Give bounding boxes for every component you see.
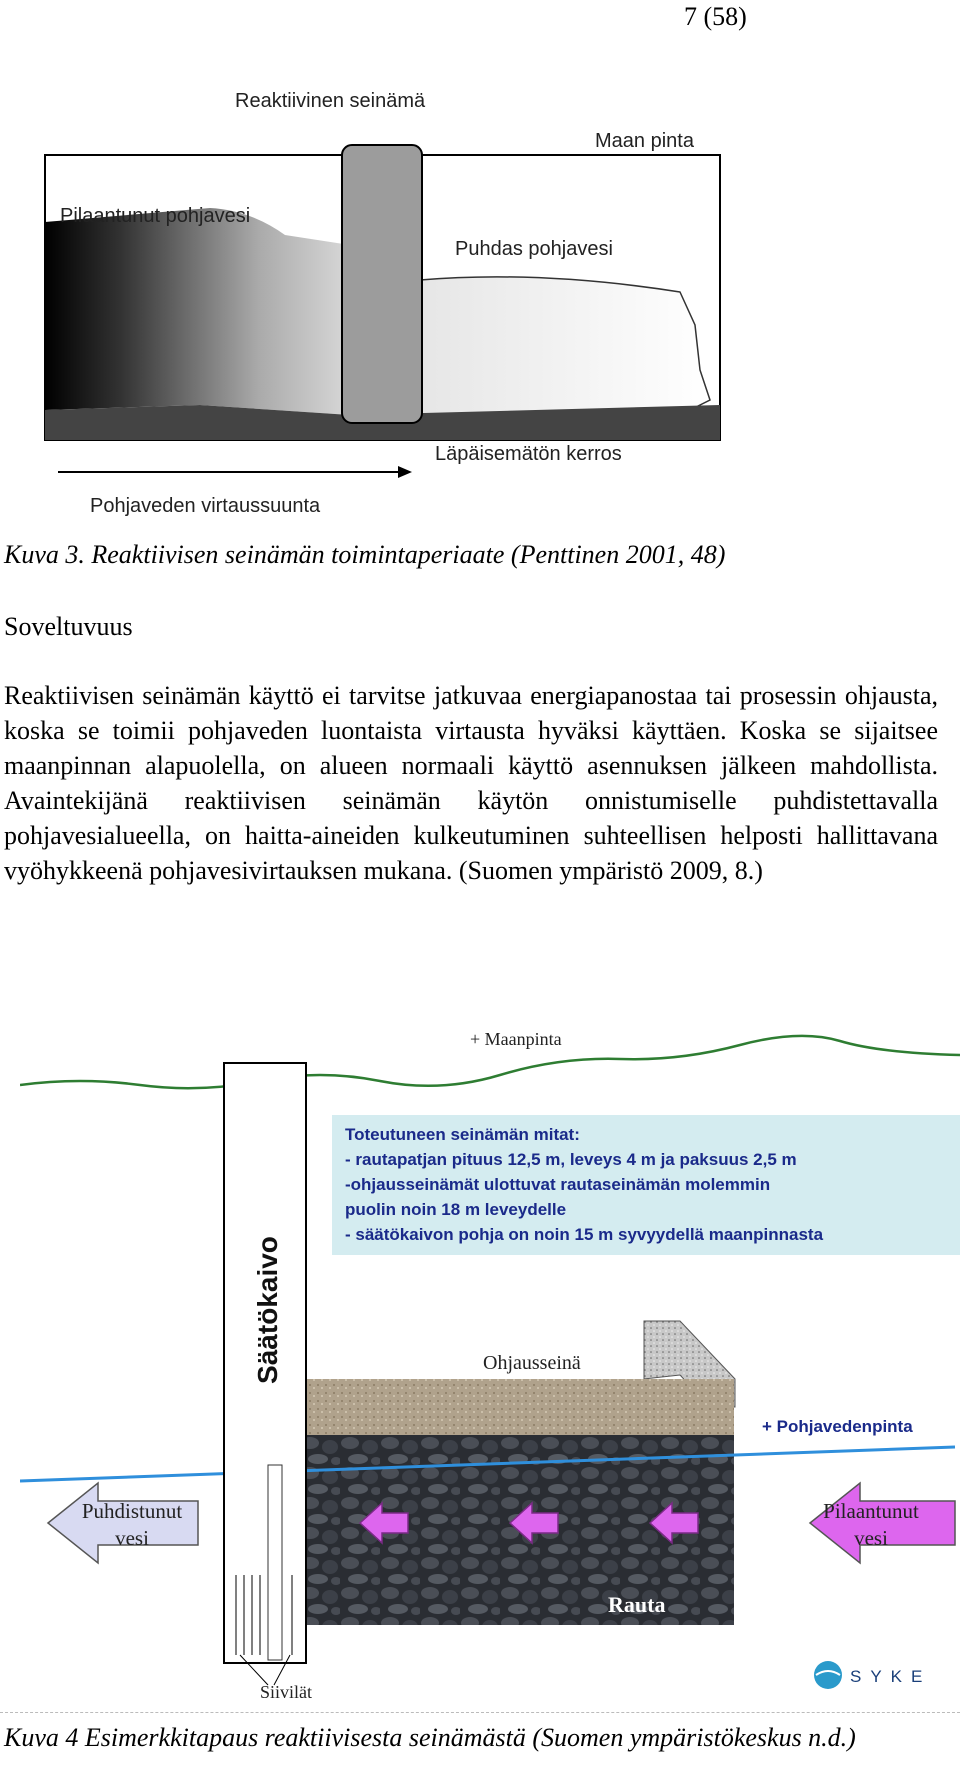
syke-logo-circle <box>814 1661 842 1689</box>
label-screens: Siivilät <box>260 1682 313 1702</box>
figure-reactive-wall-example <box>20 1015 960 1705</box>
well-ladder <box>268 1465 282 1660</box>
info-line-3: puolin noin 18 m leveydelle <box>345 1200 567 1219</box>
label-flow-direction: Pohjaveden virtaussuunta <box>90 495 321 517</box>
label-groundwater-level: + Pohjavedenpinta <box>762 1417 913 1436</box>
clean-water-plume <box>420 277 710 415</box>
polluted-water-plume <box>45 208 350 415</box>
label-iron: Rauta <box>608 1592 666 1617</box>
syke-logo <box>814 1661 931 1689</box>
clean-water-arrow <box>48 1483 198 1563</box>
body-paragraph: Reaktiivisen seinämän käyttö ei tarvitse jatkuvaa energiapanostaa tai prosessin ohjausta, koska se toimii pohjaveden luontaista virtausta hyväksi käyttäen. Koska se sijaitsee maanpinnan alapuolella, on alueen normaali käyttö asennuksen jälkeen mahdollista. Avaintekijänä reaktiivisen seinämän käytön onnistumiselle puhdistettavalla pohjavesialueella, on haitta-aineiden kulkeutuminen suhteellisen helposti hallittavana vyöhykkeenä pohjavesivirtauksen mukana. (Suomen ympäristö 2009, 8.) <box>4 681 938 885</box>
caption-figure-4: Kuva 4 Esimerkkitapaus reaktiivisesta seinämästä (Suomen ympäristökeskus n.d.) <box>4 1723 856 1752</box>
label-polluted-groundwater: Pilaantunut pohjavesi <box>60 205 251 227</box>
divider <box>0 1712 960 1713</box>
label-reactive-wall: Reaktiivinen seinämä <box>235 90 426 112</box>
info-line-4: - säätökaivon pohja on noin 15 m syvyydellä maanpinnasta <box>345 1225 824 1244</box>
reactive-wall <box>342 145 422 423</box>
section-heading: Soveltuvuus <box>4 612 133 641</box>
info-line-1: - rautapatjan pituus 12,5 m, leveys 4 m ja paksuus 2,5 m <box>345 1150 797 1169</box>
caption-figure-3: Kuva 3. Reaktiivisen seinämän toimintaperiaate (Penttinen 2001, 48) <box>4 540 726 569</box>
label-clean-groundwater: Puhdas pohjavesi <box>455 238 613 260</box>
label-polluted-water-line1: Pilaantunut <box>823 1499 919 1523</box>
polluted-water-arrow <box>810 1483 955 1563</box>
label-clean-water-line2: vesi <box>115 1526 149 1550</box>
page-number: 7 (58) <box>684 2 747 31</box>
figure-reactive-wall-principle <box>20 70 740 530</box>
syke-logo-text: SYKE <box>850 1667 932 1686</box>
label-clean-water-line1: Puhdistunut <box>81 1499 183 1523</box>
info-box-title: Toteutuneen seinämän mitat: <box>345 1125 580 1144</box>
label-impermeable-layer: Läpäisemätön kerros <box>435 443 622 465</box>
label-guide-wall: Ohjausseinä <box>483 1352 581 1374</box>
label-ground-surface: + Maanpinta <box>470 1029 562 1049</box>
label-control-well: Säätökaivo <box>252 1236 283 1384</box>
label-polluted-water-line2: vesi <box>854 1526 888 1550</box>
info-line-2: -ohjausseinämät ulottuvat rautaseinämän molemmin <box>345 1175 771 1194</box>
label-ground-surface: Maan pinta <box>595 130 694 152</box>
gravel-layer <box>304 1379 734 1435</box>
flow-arrow-head <box>398 466 412 478</box>
